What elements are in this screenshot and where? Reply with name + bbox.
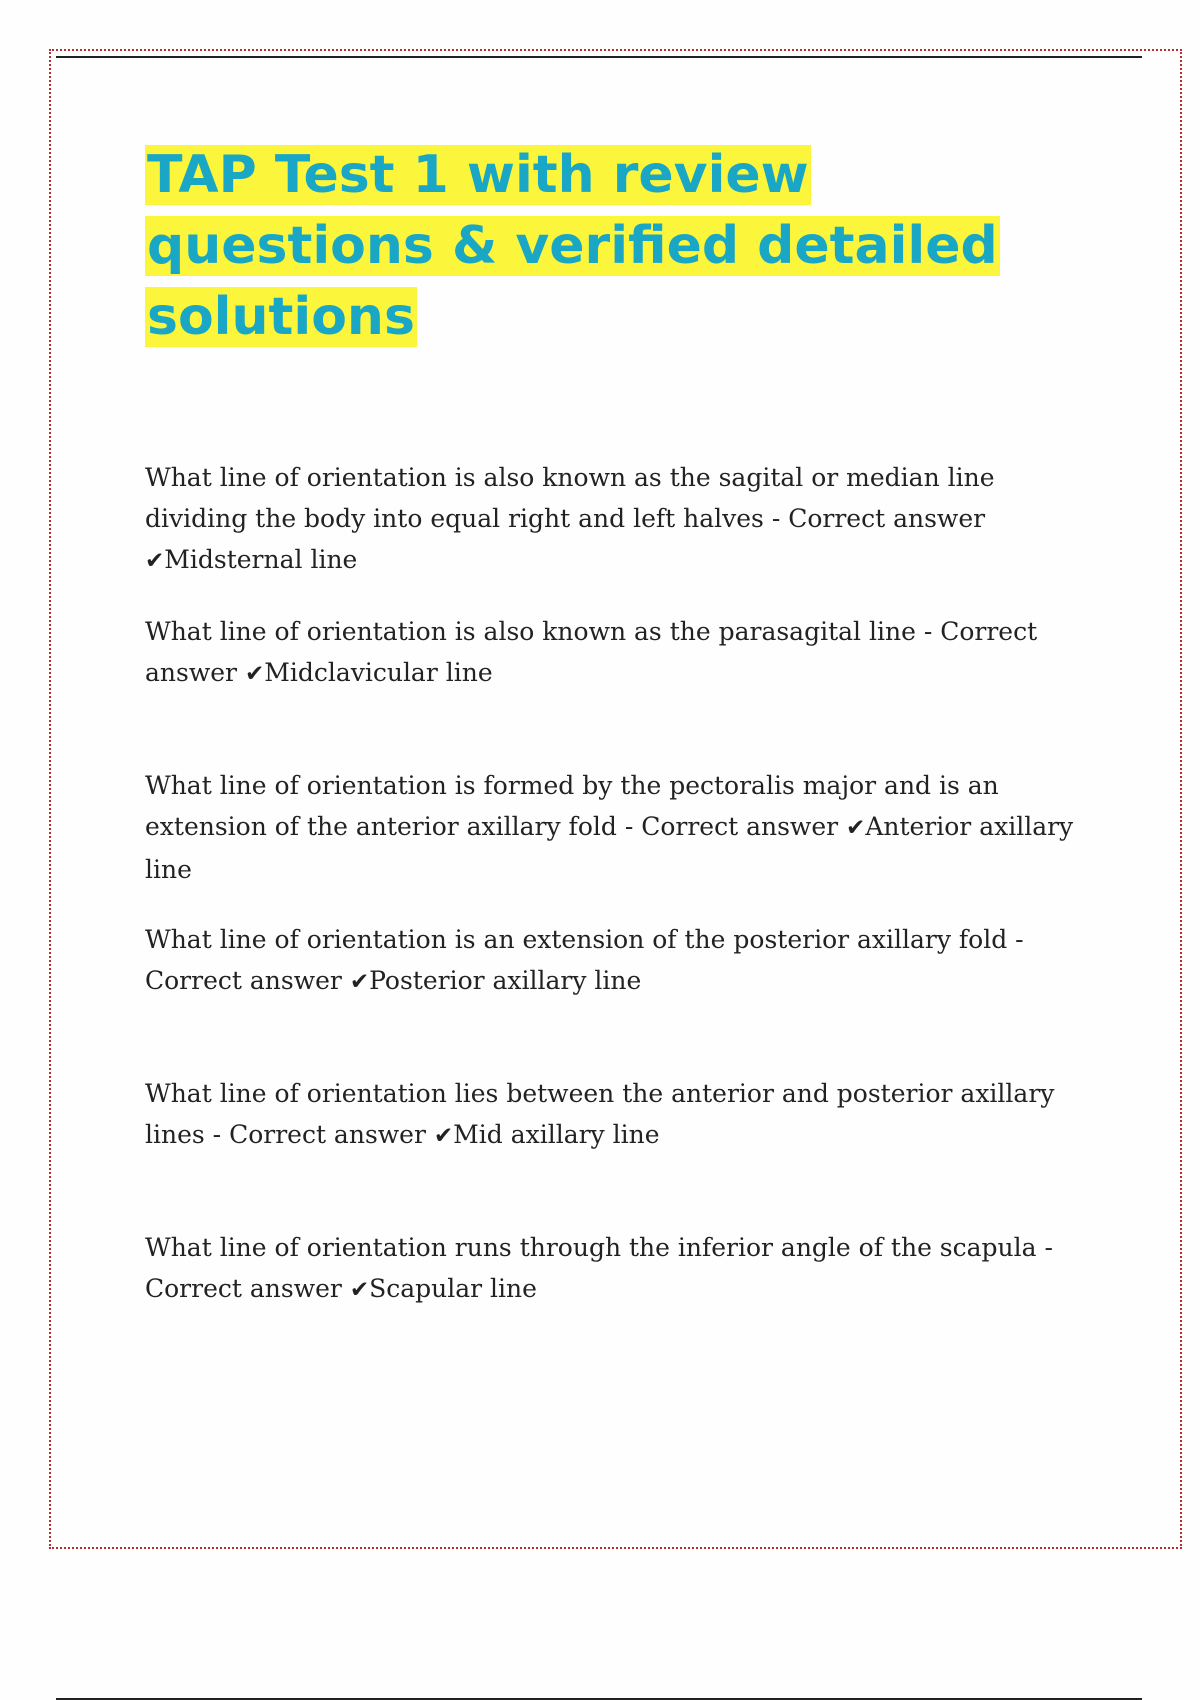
title-highlight: TAP Test 1 with review questions & verified detailed solutions [147, 145, 998, 347]
qa-list [145, 457, 1095, 1381]
qa-item: What line of orientation lies between the anterior and posterior axillary lines - Correct answer ✔Mid axillary line [145, 1079, 1055, 1149]
answer-text: Posterior axillary line [369, 966, 642, 995]
answer-prefix: Correct answer [229, 1120, 426, 1149]
checkmark-icon: ✔ [433, 1123, 454, 1149]
question-text: What line of orientation is an extension of the posterior axillary fold [145, 925, 1008, 954]
qa-item: What line of orientation is also known as the parasagital line - Correct answer ✔Midclavicular line [145, 617, 1038, 687]
checkmark-icon: ✔ [846, 815, 866, 841]
answer-text: Midsternal line [164, 545, 358, 574]
checkmark-icon: ✔ [349, 969, 370, 995]
answer-prefix: Correct answer [641, 812, 839, 841]
top-rule [56, 56, 1142, 58]
qa-item: What line of orientation runs through the inferior angle of the scapula - Correct answer ✔Scapular line [145, 1233, 1053, 1303]
question-text: What line of orientation is also known as the parasagital line [145, 617, 916, 646]
answer-prefix: Correct answer [145, 617, 1038, 687]
answer-text: Scapular line [369, 1274, 537, 1303]
answer-prefix: Correct answer [145, 966, 342, 995]
qa-item: What line of orientation is formed by the pectoralis major and is an extension of the anterior axillary fold - Correct answer ✔Anterior axillary line [145, 771, 1074, 884]
page-title [145, 140, 1045, 353]
answer-prefix: Correct answer [788, 504, 986, 533]
checkmark-icon: ✔ [145, 548, 165, 574]
question-text: What line of orientation is formed by the pectoralis major and is an extension of the anterior axillary fold [145, 771, 999, 841]
qa-item: What line of orientation is also known as the sagital or median line dividing the body into equal right and left halves - Correct answer ✔Midsternal line [145, 463, 995, 574]
answer-text: Anterior axillary line [145, 812, 1074, 884]
question-text: What line of orientation lies between the anterior and posterior axillary lines [145, 1079, 1055, 1149]
answer-prefix: Correct answer [145, 1274, 342, 1303]
question-text: What line of orientation is also known as the sagital or median line dividing the body into equal right and left halves [145, 463, 995, 533]
checkmark-icon: ✔ [244, 661, 265, 687]
checkmark-icon: ✔ [349, 1277, 370, 1303]
answer-text: Mid axillary line [453, 1120, 660, 1149]
qa-item: What line of orientation is an extension of the posterior axillary fold - Correct answer ✔Posterior axillary line [145, 925, 1024, 995]
question-text: What line of orientation runs through the inferior angle of the scapula [145, 1233, 1037, 1262]
answer-text: Midclavicular line [264, 658, 493, 687]
